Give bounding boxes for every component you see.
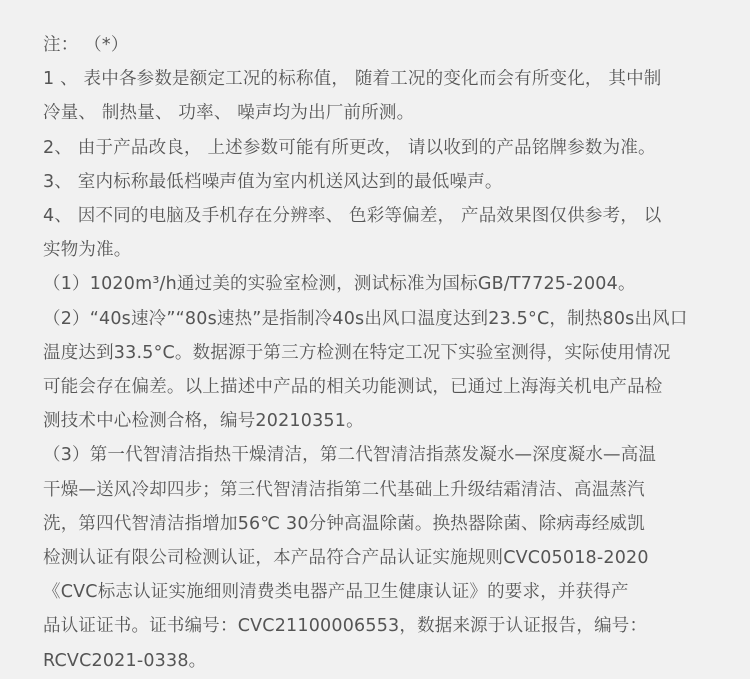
note-line: 干燥—送风冷却四步；第三代智清洁指第二代基础上升级结霜清洁、高温蒸汽 [43,479,645,500]
note-line: RCVC2021-0338。 [43,650,207,671]
note-line: 1 、 表中各参数是额定工况的标称值， 随着工况的变化而会有所变化， 其中制 [43,69,662,90]
note-line: 3、 室内标称最低档噪声值为室内机送风达到的最低噪声。 [43,171,503,192]
note-line: 4、 因不同的电脑及手机存在分辨率、 色彩等偏差， 产品效果图仅供参考， 以 [43,206,662,227]
note-line: （1）1020m³/h通过美的实验室检测，测试标准为国标GB/T7725-2004。 [43,274,636,295]
note-line: （2）“40s速冷”“80s速热”是指制冷40s出风口温度达到23.5°C，制热80s出风口 [43,308,688,329]
note-line: （3）第一代智清洁指热干燥清洁，第二代智清洁指蒸发凝水—深度凝水—高温 [43,445,657,466]
note-line: 品认证证书。证书编号：CVC21100006553，数据来源于认证报告，编号： [43,616,648,637]
note-line: 实物为准。 [43,240,132,261]
note-line: 测技术中心检测合格，编号20210351。 [43,411,364,432]
note-line: 冷量、 制热量、 功率、 噪声均为出厂前所测。 [43,103,415,124]
note-line: 检测认证有限公司检测认证，本产品符合产品认证实施规则CVC05018-2020 [43,548,649,569]
notes-block [43,28,715,678]
note-line: 洗，第四代智清洁指增加56℃ 30分钟高温除菌。换热器除菌、除病毒经威凯 [43,513,645,534]
note-line: 温度达到33.5°C。数据源于第三方检测在特定工况下实验室测得，实际使用情况 [43,342,671,363]
note-line: 《CVC标志认证实施细则清费类电器产品卫生健康认证》的要求，并获得产 [43,582,629,603]
note-line: 可能会存在偏差。以上描述中产品的相关功能测试，已通过上海海关机电产品检 [43,377,663,398]
notes-heading: 注： （*） [43,35,129,55]
note-line: 2、 由于产品改良， 上述参数可能有所更改， 请以收到的产品铭牌参数为准。 [43,137,656,158]
